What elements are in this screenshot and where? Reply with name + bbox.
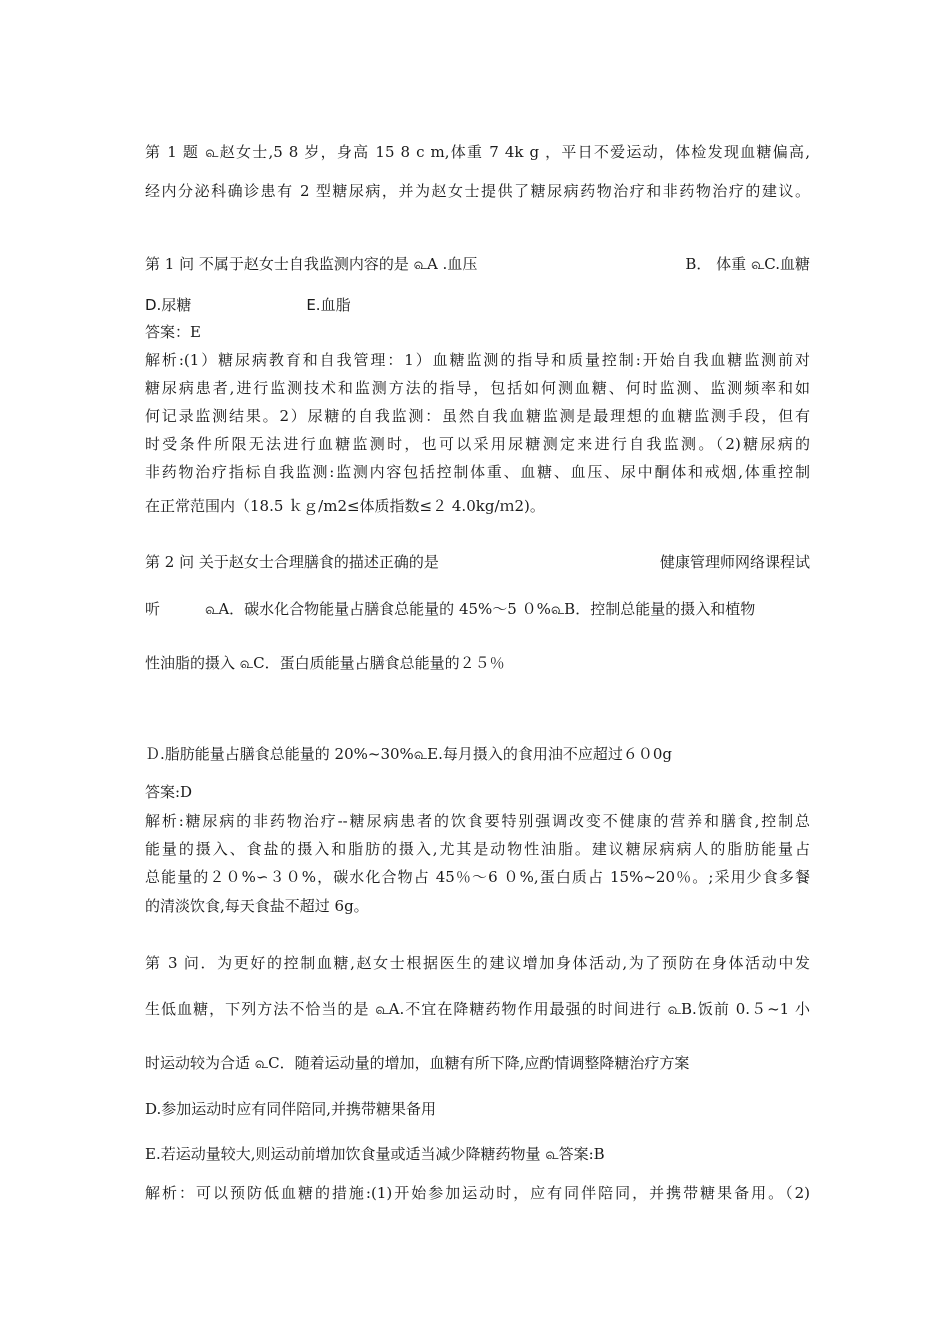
sub2-answer: 答案:D <box>145 783 193 801</box>
sub2-analysis-line-2: 能量的摄入、食盐的摄入和脂肪的摄入,尤其是动物性油脂。建议糖尿病病人的脂肪能量占 <box>145 840 810 858</box>
sub1-analysis-line-5: 非药物治疗指标自我监测:监测内容包括控制体重、血糖、血压、尿中酮体和戒烟,体重控制 <box>145 463 810 481</box>
sub2-question <box>145 549 810 575</box>
sub1-options-de <box>145 292 810 318</box>
sub1-analysis-line-1: 解析:(1）糖尿病教育和自我管理：1）血糖监测的指导和质量控制:开始自我血糖监测前对 <box>145 351 810 369</box>
sub3-option-d: D.参加运动时应有同伴陪同,并携带糖果备用 <box>145 1100 437 1118</box>
sub2-question-right: 健康管理师网络课程试 <box>659 553 810 571</box>
sub1-option-d: D.尿糖 <box>145 296 192 314</box>
sub2-options-line-1 <box>145 596 810 622</box>
sub2-options-line-2: 性油脂的摄入 ௳C．蛋白质能量占膳食总能量的２５％ <box>145 654 505 672</box>
sub3-analysis-line-1: 解析：可以预防低血糖的措施:(1)开始参加运动时，应有同伴陪同，并携带糖果备用。（2) <box>145 1184 810 1202</box>
sub2-line2-left: 听 <box>145 600 161 618</box>
sub2-analysis-line-1: 解析:糖尿病的非药物治疗--糖尿病患者的饮食要特别强调改变不健康的营养和膳食,控制总 <box>145 812 810 830</box>
sub1-analysis-line-2: 糖尿病患者,进行监测技术和监测方法的指导，包括如何测血糖、何时监测、监测频率和如 <box>145 379 810 397</box>
q1-intro-line-2: 经内分泌科确诊患有 2 型糖尿病，并为赵女士提供了糖尿病药物治疗和非药物治疗的建议。 <box>145 182 810 200</box>
sub1-question-right: B． 体重 ௳C.血糖 <box>685 255 810 273</box>
sub3-question-line-3: 时运动较为合适 ௳C．随着运动量的增加，血糖有所下降,应酌情调整降糖治疗方案 <box>145 1054 690 1072</box>
sub2-analysis-line-3: 总能量的２０%∽３０%，碳水化合物占 45％～6 ０%,蛋白质占 15%~20％。;采用少食多餐 <box>145 868 810 886</box>
sub2-options-line-3: Ｄ.脂肪能量占膳食总能量的 20%~30%௳E.每月摄入的食用油不应超过６０0g <box>145 745 672 763</box>
sub2-line2-right: ௳A．碳水化合物能量占膳食总能量的 45%～5 ０%௳B．控制总能量的摄入和植物 <box>205 600 756 618</box>
sub1-answer: 答案：E <box>145 323 201 341</box>
sub2-question-left: 第 2 问 关于赵女士合理膳食的描述正确的是 <box>145 553 439 571</box>
sub3-question-line-2: 生低血糖，下列方法不恰当的是 ௳A.不宜在降糖药物作用最强的时间进行 ௳B.饭前 0.５~1 小 <box>145 1000 810 1018</box>
sub1-question <box>145 251 810 277</box>
sub1-question-left: 第 1 问 不属于赵女士自我监测内容的是 ௳A .血压 <box>145 255 478 273</box>
sub1-option-e: E.血脂 <box>306 296 351 314</box>
sub3-option-e-answer: E.若运动量较大,则运动前增加饮食量或适当减少降糖药物量 ௳答案:B <box>145 1145 605 1163</box>
q1-intro-line-1: 第 1 题 ௳赵女士,5 8 岁，身高 15 8 c m,体重 7 4k g ，平日不爱运动，体检发现血糖偏高, <box>145 143 810 161</box>
sub2-analysis-line-4: 的清淡饮食,每天食盐不超过 6g。 <box>145 897 369 915</box>
sub1-analysis-line-6: 在正常范围内（18.5 ｋｇ/m2≤体质指数≤２ 4.0kg/ｍ2)。 <box>145 497 545 515</box>
sub1-analysis-line-3: 何记录监测结果。2）尿糖的自我监测：虽然自我血糖监测是最理想的血糖监测手段，但有 <box>145 407 810 425</box>
sub1-analysis-line-4: 时受条件所限无法进行血糖监测时，也可以采用尿糖测定来进行自我监测。（2)糖尿病的 <box>145 435 810 453</box>
sub3-question-line-1: 第 3 问．为更好的控制血糖,赵女士根据医生的建议增加身体活动,为了预防在身体活动中发 <box>145 954 810 972</box>
